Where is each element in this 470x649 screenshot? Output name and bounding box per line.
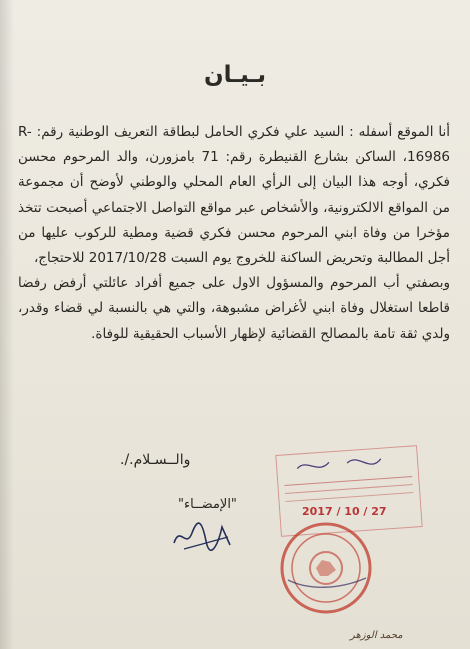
signature-label: "الإمضــاء" bbox=[178, 497, 237, 512]
handwritten-signature bbox=[170, 515, 240, 555]
closing-text: والــسـلام./. bbox=[120, 452, 191, 468]
page-shadow bbox=[0, 0, 14, 649]
document-body bbox=[18, 120, 450, 347]
paragraph-1: أنا الموقع أسفله : السيد علي فكري الحامل لبطاقة التعريف الوطنية رقم: R-16986، الساكن بشارع القنيطرة رقم: 71 بامزورن، والد المرحوم محسن فكري، أوجه هذا البيان إلى الرأي العام المحلي والوطني لأوضح أن مجموعة من المواقع الالكترونية، والأشخاص عبر مواقع التواصل الاجتماعي أصبحت تتخذ مؤخرا من وفاة ابني المرحوم محسن فكري قضية ومطية للركوب عليها من أجل المطالبة وتحريض الساكنة للخروج يوم السبت 2017/10/28 للاحتجاج، bbox=[18, 124, 450, 267]
official-round-seal bbox=[278, 520, 374, 616]
signatory-name: محمد الوزهر bbox=[350, 630, 403, 641]
paragraph-2: وبصفتي أب المرحوم والمسؤول الاول على جميع أفراد عائلتي أرفض رفضا قاطعا استغلال وفاة ابني لأغراض مشبوهة، والتي هي بالنسبة لي قضاء وقدر، ولدي ثقة تامة بالمصالح القضائية لإظهار الأسباب الحقيقية للوفاة. bbox=[18, 275, 450, 342]
stamp-date: 2017 / 10 / 27 bbox=[302, 505, 387, 518]
document-title: بـيـان bbox=[203, 62, 266, 88]
